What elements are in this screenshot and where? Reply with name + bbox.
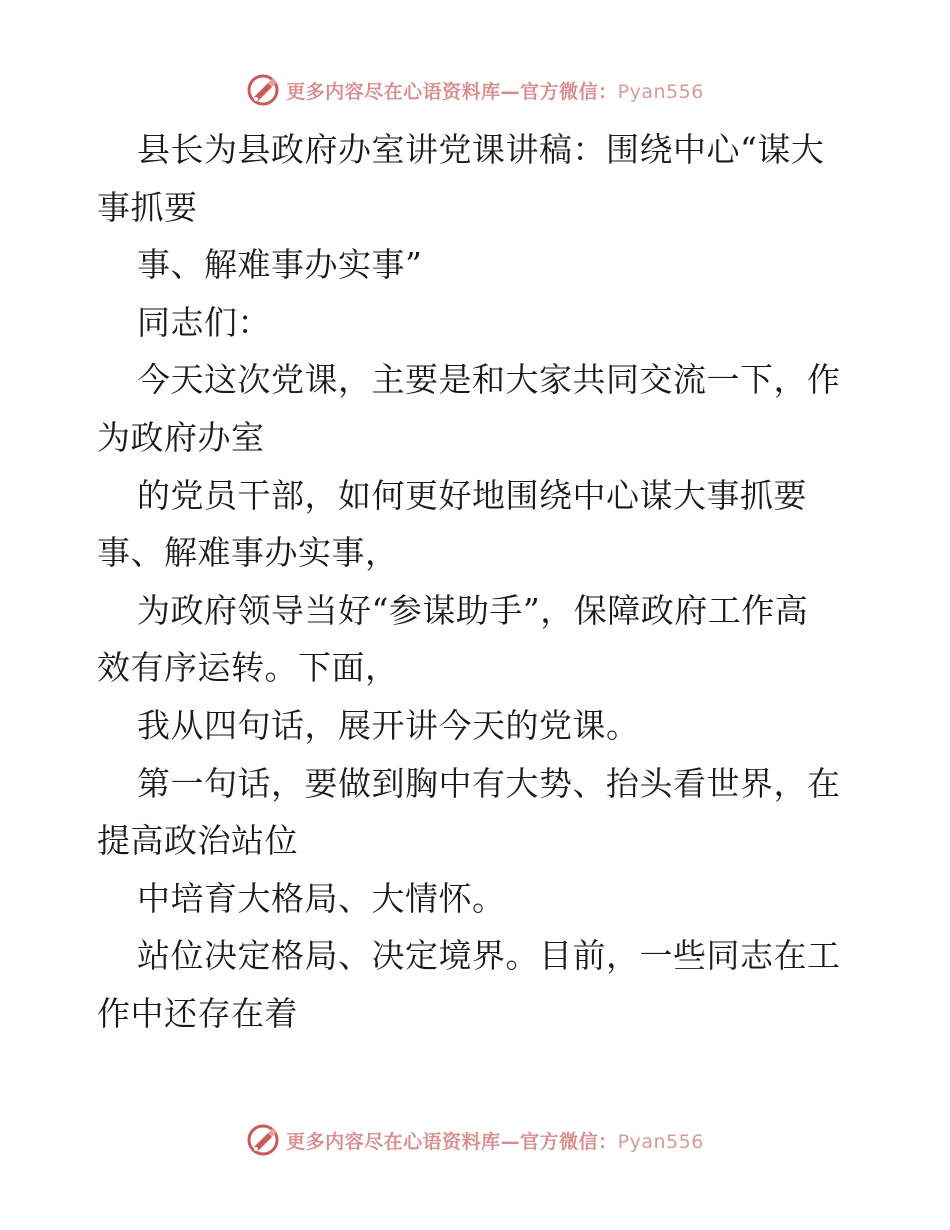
document-line: 事、解难事办实事，: [97, 533, 399, 573]
watermark-text: 更多内容尽在心语资料库—官方微信：Pyan556: [286, 80, 704, 103]
document-line: 中培育大格局、大情怀。: [137, 878, 506, 918]
document-line: 县长为县政府办室讲党课讲稿：围绕中心“谋大: [137, 130, 825, 169]
document-line: 提高政治站位: [97, 821, 298, 861]
document-line: 事、解难事办实事”: [137, 245, 423, 285]
pen-logo-icon: [246, 1123, 280, 1157]
document-line: 同志们：: [137, 302, 271, 342]
document-line: 作中还存在着: [97, 993, 298, 1033]
document-line: 站位决定格局、决定境界。目前，一些同志在工: [137, 936, 841, 976]
document-line: 我从四句话，展开讲今天的党课。: [137, 705, 640, 745]
document-line: 事抓要: [97, 187, 198, 227]
document-body: [97, 121, 853, 1043]
watermark-text: 更多内容尽在心语资料库—官方微信：Pyan556: [286, 1130, 704, 1153]
document-line: 第一句话，要做到胸中有大势、抬头看世界，在: [137, 763, 841, 803]
document-line: 为政府办室: [97, 417, 265, 457]
document-line: 效有序运转。下面，: [97, 648, 399, 688]
document-line: 为政府领导当好“参谋助手”，保障政府工作高: [137, 590, 809, 630]
watermark-footer: [0, 1120, 950, 1160]
document-line: 今天这次党课，主要是和大家共同交流一下，作: [137, 360, 841, 400]
pen-logo-icon: [246, 73, 280, 107]
watermark-header: [0, 70, 950, 110]
document-line: 的党员干部，如何更好地围绕中心谋大事抓要: [137, 475, 807, 515]
